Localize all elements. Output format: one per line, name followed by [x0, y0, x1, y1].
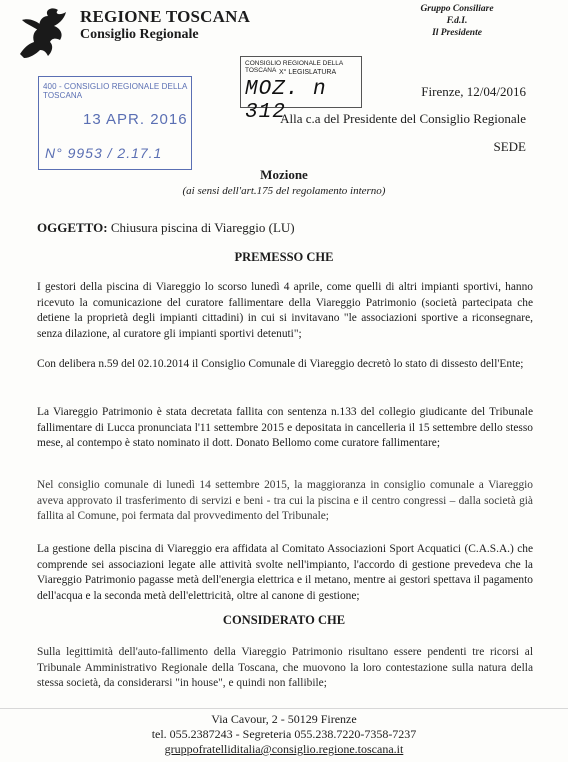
paragraph: Nel consiglio comunale di lunedì 14 settembre 2015, la maggioranza in consiglio comunale a Viareggio aveva approvato il trasferimento di servizi e beni - tra cui la piscina e il centro congressi – dalla società già fallita al Comune, poi fermata dal provvedimento del Tribunale; [37, 479, 533, 523]
premesso-heading: PREMESSO CHE [234, 250, 334, 264]
subject-label: OGGETTO: [37, 220, 108, 235]
motion-stamp [240, 56, 362, 124]
document-subtitle: (ai sensi dell'art.175 del regolamento interno) [182, 185, 386, 197]
stamp-header: 400 - CONSIGLIO REGIONALE DELLA TOSCANA [43, 82, 188, 100]
group-role: Il Presidente [432, 28, 482, 38]
paragraph: Sulla legittimità dell'auto-fallimento della Viareggio Patrimonio risultano essere pendenti tre ricorsi al Tribunale Amministrativo Regionale della Toscana, che muovono la loro contestazione sulla natura della stessa società, da considerarsi "in house", e quindi non fallibile; [37, 646, 533, 690]
paragraph: La gestione della piscina di Viareggio era affidata al Comitato Associazioni Sport Acquatici (C.A.S.A.) che comprende sei associazioni legate alle attività svolte nell'impianto, l'accordo di gestione prevedeva che la Viareggio Patrimonio pagasse metà dell'energia elettrica e il metano, mentre ai gestori spettava il pagamento dell'acqua e la seconda metà dell'elettricità, oltre al canone di gestione; [37, 543, 533, 602]
subject-text: Chiusura piscina di Viareggio (LU) [107, 220, 295, 235]
group-name: Gruppo Consiliare [420, 4, 494, 14]
document-title: Mozione [260, 167, 308, 182]
footer [0, 712, 568, 757]
footer-email-link[interactable]: gruppofratelliditalia@consiglio.regione.toscana.it [164, 742, 404, 756]
pegasus-logo-icon [14, 4, 74, 62]
recipient: Alla c.a del Presidente del Consiglio Regionale [280, 111, 526, 126]
paragraph: Con delibera n.59 del 02.10.2014 il Consiglio Comunale di Viareggio decretò lo stato di dissesto dell'Ente; [37, 358, 524, 370]
motion-stamp-line1: CONSIGLIO REGIONALE DELLA TOSCANA [245, 60, 343, 74]
footer-phones: tel. 055.2387243 - Segreteria 055.238.7220-7358-7237 [151, 727, 417, 741]
motion-stamp-line2: X° LEGISLATURA [279, 69, 337, 76]
stamp-protocol: N° 9953 / 2.17.1 [45, 145, 163, 161]
recipient-place: SEDE [493, 139, 526, 154]
org-header [80, 8, 250, 43]
org-subtitle: Consiglio Regionale [80, 27, 199, 42]
group-header [392, 3, 522, 39]
group-abbrev: F.d.I. [446, 16, 468, 26]
paragraph: I gestori della piscina di Viareggio lo scorso lunedì 4 aprile, come quelli di altri impianti sportivi, hanno ricevuto la comunicazione del curatore fallimentare della Viareggio Patrimonio (società partecipata che detiene la proprietà degli impianti cittadini) in cui si invitavano "le associazioni sportive a riconsegnare, senza dilazione, al curatore gli impianti sportivi detenuti"; [37, 281, 533, 340]
considerato-heading: CONSIDERATO CHE [222, 613, 346, 627]
subject-line [37, 220, 295, 236]
place-date: Firenze, 12/04/2016 [421, 84, 526, 99]
received-stamp [38, 76, 192, 170]
page-divider [0, 708, 568, 709]
motion-number: MOZ. n 312 [245, 78, 327, 124]
paragraph: La Viareggio Patrimonio è stata decretata fallita con sentenza n.133 del collegio giudicante del Tribunale fallimentare di Lucca pronunciata l'11 settembre 2015 e depositata in cancelleria il 15 settembre dello stesso mese, al contempo è stato nominato il dott. Donato Bellomo come curatore fallimentare; [37, 406, 533, 450]
stamp-date: 13 APR. 2016 [83, 111, 188, 128]
org-name: REGIONE TOSCANA [80, 7, 251, 26]
footer-address: Via Cavour, 2 - 50129 Firenze [211, 712, 357, 726]
